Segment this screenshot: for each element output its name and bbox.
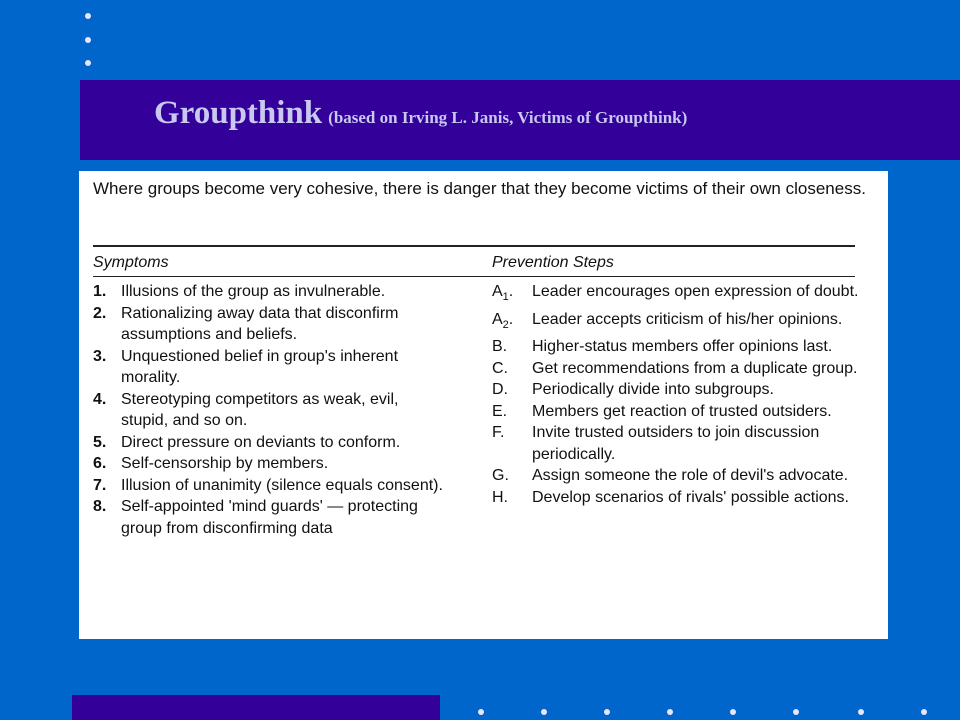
prevention-list: [492, 281, 872, 508]
item-text: Members get reaction of trusted outsiders.: [532, 402, 832, 420]
item-text: Assign someone the role of devil's advocate.: [532, 467, 849, 485]
item-letter: C.: [492, 359, 508, 377]
item-letter: E.: [492, 402, 508, 420]
item-text: Illusions of the group as invulnerable.: [121, 283, 386, 300]
item-text: Invite trusted outsiders to join discussion periodically.: [532, 424, 820, 463]
decorative-dot: [541, 709, 547, 715]
item-letter: G.: [492, 467, 509, 485]
decorative-dot: [478, 709, 484, 715]
item-text: Develop scenarios of rivals' possible actions.: [532, 488, 849, 506]
decorative-dot: [85, 60, 91, 66]
item-number: 2.: [93, 304, 107, 322]
list-item: [492, 487, 872, 509]
list-item: [492, 309, 872, 337]
item-number: 5.: [93, 433, 107, 451]
list-item: [492, 422, 872, 465]
list-item: [93, 496, 443, 539]
item-number: 3.: [93, 347, 107, 365]
list-item: [93, 475, 443, 497]
list-item: [492, 336, 872, 358]
item-text: Rationalizing away data that disconfirm assumptions and beliefs.: [121, 304, 399, 343]
decorative-dot: [85, 37, 91, 43]
item-text: Higher-status members offer opinions last.: [532, 338, 833, 356]
slide-title: [154, 95, 687, 132]
list-item: [492, 379, 872, 401]
list-item: [93, 346, 443, 389]
list-item: [93, 432, 443, 454]
prevention-header: Prevention Steps: [492, 254, 614, 271]
item-text: Periodically divide into subgroups.: [532, 381, 774, 399]
decorative-dot: [604, 709, 610, 715]
list-item: [93, 303, 443, 346]
item-text: Get recommendations from a duplicate group.: [532, 359, 858, 377]
header-rule: [93, 276, 855, 277]
list-item: [492, 401, 872, 423]
decorative-dot: [730, 709, 736, 715]
item-number: 6.: [93, 455, 107, 472]
item-text: Leader encourages open expression of doubt.: [532, 283, 859, 300]
decorative-dot: [793, 709, 799, 715]
decorative-dot: [858, 709, 864, 715]
footer-bar: [72, 695, 440, 720]
item-text: Illusion of unanimity (silence equals consent).: [121, 476, 443, 494]
item-text: Stereotyping competitors as weak, evil, stupid, and so on.: [121, 390, 399, 429]
item-number: 7.: [93, 476, 107, 494]
decorative-dot: [667, 709, 673, 715]
item-letter: B.: [492, 338, 508, 356]
title-main: Groupthink: [154, 95, 323, 131]
intro-text: Where groups become very cohesive, there is danger that they become victims of their own closeness.: [93, 179, 866, 198]
item-letter: D.: [492, 381, 508, 399]
list-item: [93, 389, 443, 432]
item-text: Direct pressure on deviants to conform.: [121, 433, 401, 451]
decorative-dot: [85, 13, 91, 19]
list-item: [492, 358, 872, 380]
item-text: Unquestioned belief in group's inherent morality.: [121, 347, 399, 386]
scanned-document: [79, 171, 888, 639]
symptoms-header: Symptoms: [93, 254, 169, 271]
symptoms-list: [93, 281, 443, 539]
list-item: [492, 281, 872, 309]
item-number: 4.: [93, 390, 107, 408]
item-number: 1.: [93, 283, 107, 300]
item-letter: $A_1$.: [492, 283, 514, 304]
item-text: Self-appointed 'mind guards' — protecting group from disconfirming data: [121, 498, 418, 537]
title-bar: [80, 80, 960, 160]
item-text: Self-censorship by members.: [121, 455, 329, 472]
title-subtitle: (based on Irving L. Janis, Victims of Groupthink): [328, 108, 688, 127]
item-letter: H.: [492, 488, 508, 506]
list-item: [492, 465, 872, 487]
item-text: Leader accepts criticism of his/her opinions.: [532, 310, 843, 328]
top-rule: [93, 245, 855, 247]
decorative-dot: [921, 709, 927, 715]
item-number: 8.: [93, 498, 107, 515]
list-item: [93, 453, 443, 475]
item-letter: $A_2$.: [492, 310, 514, 331]
list-item: [93, 281, 443, 303]
item-letter: F.: [492, 424, 505, 442]
